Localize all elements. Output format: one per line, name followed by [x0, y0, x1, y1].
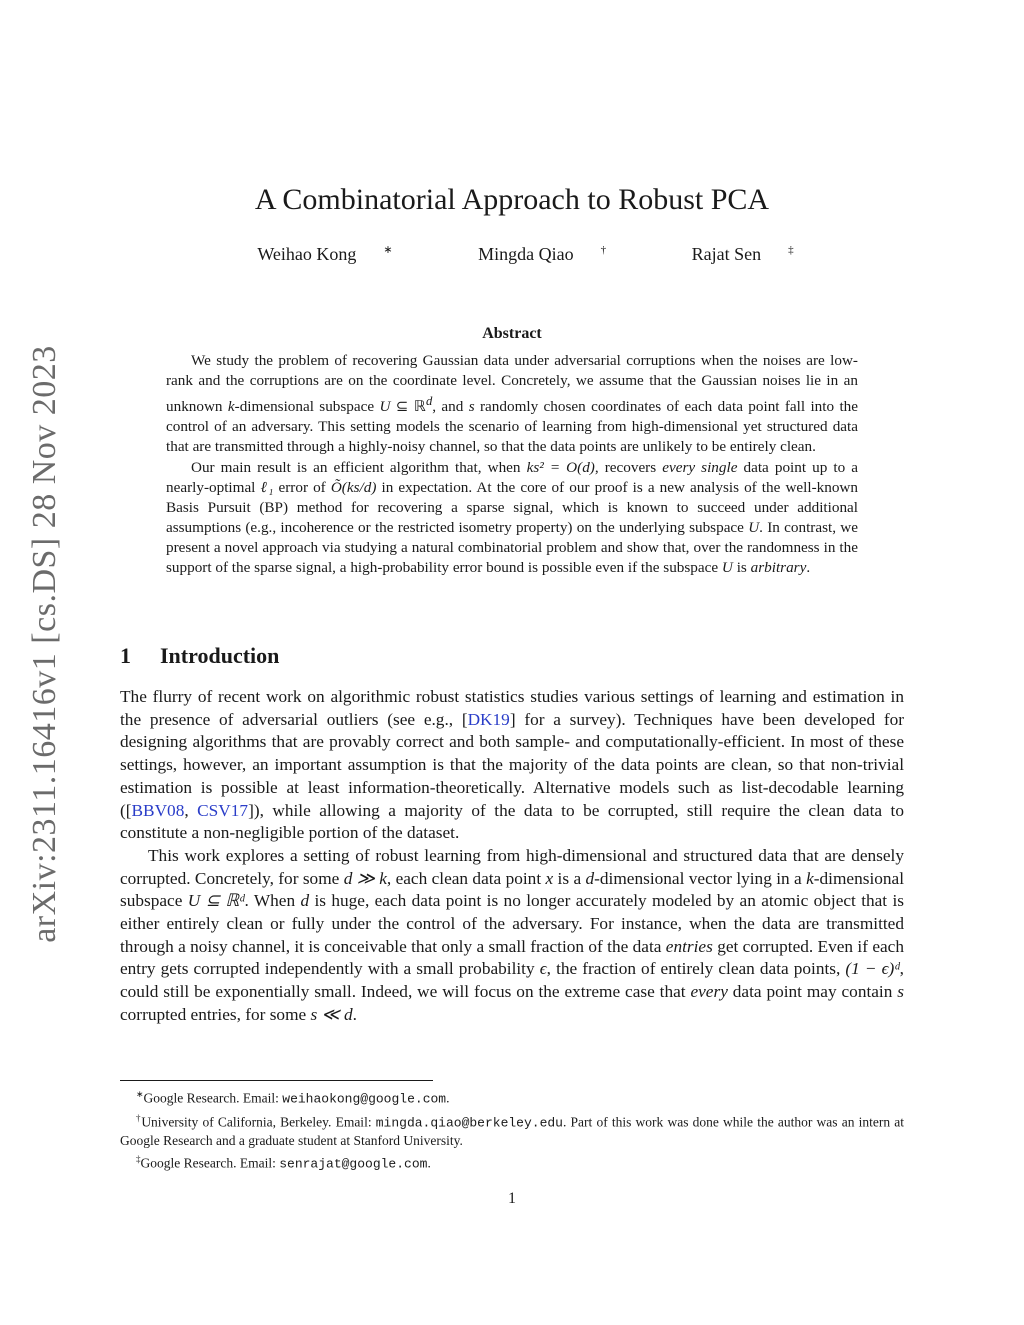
- abstract-paragraph: We study the problem of recovering Gaussian data under adversarial corruptions when the noises are low-rank and the corruptions are on the coordinate level. Concretely, we assume that the Gaussian noises lie in an unknown k-dimensional subspace U ⊆ ℝ$^d$, and s randomly chosen coordinates of each data point fall into the control of an adversary. This setting models the scenario of learning from high-dimensional yet structured data that are transmitted through a highly-noisy channel, so that the data points are unlikely to be entirely clean.: [166, 352, 859, 456]
- section-heading: 1 Introduction: [120, 643, 280, 668]
- author: Weihao Kong ∗: [257, 244, 393, 264]
- citation-link[interactable]: CSV17: [197, 800, 249, 820]
- footnote: ∗Google Research. Email: weihaokong@google.com.: [136, 1089, 450, 1107]
- citation-link[interactable]: BBV08: [131, 800, 185, 820]
- body-paragraph: This work explores a setting of robust learning from high-dimensional and structured data that are densely corrupted. Concretely, for some d ≫ k, each clean data point x is a d-dimensional vector lying in a k-dimensional subspace U ⊆ ℝᵈ. When d is huge, each data point is no longer accurately modeled by an atomic object that is either entirely clean or fully under the control of the adversary. For instance, when the data are transmitted through a noisy channel, it is conceivable that only a small fraction of the data entries get corrupted. Even if each entry gets corrupted independently with a small probability ϵ, the fraction of entirely clean data points, (1 − ϵ)ᵈ, could still be exponentially small. Indeed, we will focus on the extreme case that every data point may contain s corrupted entries, for some s ≪ d.: [120, 845, 905, 1024]
- paper-title: A Combinatorial Approach to Robust PCA: [254, 183, 770, 216]
- body-paragraph: The flurry of recent work on algorithmic robust statistics studies various settings of learning and estimation in the presence of adversarial outliers (see e.g., [DK19] for a survey). Techniques have been developed for designing algorithms that are provably correct and both sample- and computationally-efficient. In most of these settings, however, an important assumption is that the majority of the data points are clean, so that non-trivial estimation is possible at least information-theoretically. Alternative models such as list-decodable learning ([BBV08, CSV17]), while allowing a majority of the data to be corrupted, still require the clean data to constitute a non-negligible portion of the dataset.: [120, 687, 904, 843]
- footnote: †University of California, Berkeley. Email: mingda.qiao@berkeley.edu. Part of this work was done while the author was an intern at Google Research and a graduate student at Stanford University.: [120, 1112, 905, 1148]
- page-number: 1: [508, 1190, 516, 1207]
- email: mingda.qiao@berkeley.edu: [375, 1115, 563, 1130]
- email: weihaokong@google.com: [282, 1091, 447, 1107]
- footnotes: [120, 1085, 904, 1174]
- author: Rajat Sen ‡: [691, 244, 794, 264]
- email: senrajat@google.com: [279, 1156, 428, 1172]
- footnote-divider: [120, 1080, 433, 1081]
- arxiv-identifier: arXiv:2311.16416v1 [cs.DS] 28 Nov 2023: [26, 345, 63, 943]
- author-list: [0, 243, 1024, 265]
- footnote: ‡Google Research. Email: senrajat@google.com.: [136, 1154, 431, 1172]
- abstract-body: [166, 351, 858, 578]
- abstract-heading: Abstract: [482, 325, 542, 342]
- abstract-paragraph: Our main result is an efficient algorithm that, when ks² = O(d), recovers every single data point up to a nearly-optimal ℓ₁ error of Õ(ks/d) in expectation. At the core of our proof is a new analysis of the well-known Basis Pursuit (BP) method for recovering a sparse signal, which is known to succeed under additional assumptions (e.g., incoherence or the restricted isometry property) on the underlying subspace U. In contrast, we present a novel approach via studying a natural combinatorial problem and show that, over the randomness in the support of the sparse signal, a high-probability error bound is possible even if the subspace U is arbitrary.: [166, 458, 859, 576]
- introduction-body: [120, 686, 904, 1027]
- citation-link[interactable]: DK19: [467, 709, 510, 729]
- author: Mingda Qiao †: [478, 244, 607, 264]
